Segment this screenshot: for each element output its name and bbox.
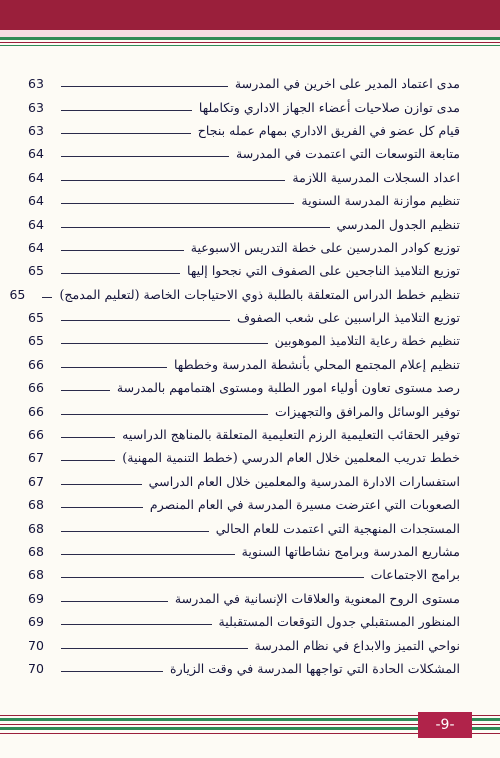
toc-entry-page: 69	[28, 614, 44, 630]
toc-entry-page: 65	[28, 310, 44, 326]
page-number-badge: -9-	[418, 712, 472, 738]
toc-entry-page: 65	[28, 333, 44, 349]
toc-entry-title: تنظيم موازنة المدرسة السنوية	[301, 193, 460, 209]
toc-entry[interactable]	[28, 236, 460, 259]
toc-leader-line	[61, 554, 235, 555]
toc-entry-page: 64	[28, 169, 44, 185]
toc-entry-title: مدى اعتماد المدير على اخرين في المدرسة	[234, 76, 460, 92]
toc-leader-line	[61, 180, 285, 181]
toc-entry[interactable]	[28, 610, 460, 633]
toc-entry-page: 66	[28, 427, 44, 443]
toc-entry-title: توزيع كوادر المدرسين على خطة التدريس الاسبوعية	[190, 239, 460, 255]
toc-entry-title: تنظيم الجدول المدرسي	[336, 216, 460, 232]
toc-entry-title: خطط تدريب المعلمين خلال العام الدرسي (خطط التنمية المهنية)	[122, 450, 460, 466]
toc-leader-line	[61, 624, 212, 625]
toc-entry-page: 66	[28, 403, 44, 419]
toc-leader-line	[61, 484, 142, 485]
toc-entry[interactable]	[28, 563, 460, 586]
toc-entry-page: 64	[28, 216, 44, 232]
toc-entry-title: توزيع التلاميذ الناجحين على الصفوف التي نجحوا إليها	[187, 263, 460, 279]
toc-entry-title: المستجدات المنهجية التي اعتمدت للعام الحالي	[215, 520, 460, 536]
toc-entry-page: 68	[28, 567, 44, 583]
toc-entry[interactable]	[28, 189, 460, 212]
toc-entry-page: 63	[28, 99, 44, 115]
toc-leader-line	[61, 343, 268, 344]
header-rule	[0, 30, 500, 37]
toc-entry[interactable]	[28, 633, 460, 656]
toc-entry[interactable]	[28, 72, 460, 95]
toc-entry[interactable]	[28, 119, 460, 142]
toc-entry-page: 68	[28, 544, 44, 559]
header-thin-rule	[0, 45, 500, 46]
toc-entry[interactable]	[28, 493, 460, 516]
toc-entry-title: تنظيم خطة رعاية التلاميذ الموهوبين	[274, 333, 460, 349]
header-thin-rule	[0, 42, 500, 43]
toc-entry-page: 67	[28, 473, 44, 489]
toc-leader-line	[61, 414, 268, 415]
toc-entry-page: 66	[28, 380, 44, 396]
toc-entry-title: استفسارات الادارة المدرسية والمعلمين خلال العام الدراسي	[148, 473, 460, 489]
toc-entry-page: 69	[28, 590, 44, 606]
toc-entry-title: توفير الوسائل والمرافق والتجهيزات	[275, 403, 460, 419]
toc-entry[interactable]	[28, 166, 460, 189]
toc-entry[interactable]	[28, 540, 460, 563]
toc-entry-title: المنظور المستقبلي جدول التوقعات المستقبلية	[218, 614, 460, 630]
toc-entry-page: 70	[28, 660, 44, 676]
toc-entry-page: 68	[28, 497, 44, 513]
toc-entry-page: 63	[28, 122, 44, 138]
toc-entry-title: مدى توازن صلاحيات أعضاء الجهاز الاداري وتكاملها	[198, 99, 460, 115]
toc-entry-title: متابعة التوسعات التي اعتمدت في المدرسة	[235, 146, 460, 162]
toc-entry-title: اعداد السجلات المدرسية اللازمة	[292, 169, 460, 185]
toc-entry-page: 65	[9, 286, 26, 302]
toc-leader-line	[61, 601, 168, 602]
toc-entry[interactable]	[28, 353, 460, 376]
toc-leader-line	[61, 577, 364, 578]
toc-entry[interactable]	[28, 399, 460, 422]
toc-entry[interactable]	[28, 212, 460, 235]
toc-entry-title: برامج الاجتماعات	[370, 567, 460, 583]
toc-entry-page: 66	[28, 356, 44, 372]
toc-leader-line	[61, 156, 229, 157]
toc-entry-page: 64	[28, 239, 44, 255]
header-band	[0, 0, 500, 30]
toc-leader-line	[61, 203, 294, 204]
toc-entry[interactable]	[28, 329, 460, 352]
toc-entry-page: 70	[28, 637, 44, 653]
toc-entry-page: 68	[28, 520, 44, 536]
toc-entry-title: الصعوبات التي اعترضت مسيرة المدرسة في العام المنصرم	[149, 497, 460, 513]
toc-leader-line	[61, 110, 192, 111]
toc-entry[interactable]	[28, 657, 460, 680]
toc-entry-title: مشاريع المدرسة وبرامج نشاطاتها السنوية	[241, 544, 460, 559]
toc-entry-title: تنظيم إعلام المجتمع المحلي بأنشطة المدرسة وخططها	[173, 356, 460, 372]
toc-leader-line	[61, 390, 110, 391]
toc-leader-line	[61, 250, 184, 251]
toc-entry-title: تنظيم خطط الدراس المتعلقة بالطلبة ذوي الاحتياجات الخاصة (لتعليم المدمج)	[59, 286, 460, 302]
toc-entry-page: 67	[28, 450, 44, 466]
toc-entry[interactable]	[28, 587, 460, 610]
toc-leader-line	[61, 507, 143, 508]
toc-entry[interactable]	[9, 283, 460, 306]
toc-leader-line	[61, 273, 180, 274]
toc-entry-title: توفير الحقائب التعليمية الرزم التعليمية المتعلقة بالمناهج الدراسيه	[122, 427, 460, 443]
toc-entry[interactable]	[28, 95, 460, 118]
toc-leader-line	[61, 671, 163, 672]
toc-entry[interactable]	[28, 259, 460, 282]
toc-entry-title: المشكلات الحادة التي تواجهها المدرسة في وقت الزيارة	[170, 660, 460, 676]
table-of-contents	[9, 72, 460, 680]
toc-leader-line	[61, 437, 115, 438]
toc-entry[interactable]	[28, 446, 460, 469]
toc-entry-title: توزيع التلاميذ الراسبين على شعب الصفوف	[236, 310, 460, 326]
toc-entry-title: نواحي التميز والابداع في نظام المدرسة	[254, 637, 460, 653]
toc-leader-line	[61, 648, 248, 649]
toc-entry[interactable]	[28, 516, 460, 539]
toc-leader-line	[61, 367, 167, 368]
toc-entry[interactable]	[28, 376, 460, 399]
toc-entry-page: 63	[28, 76, 44, 92]
toc-leader-line	[61, 133, 191, 134]
header-green-rule	[0, 37, 500, 40]
toc-leader-line	[61, 86, 228, 87]
toc-leader-line	[61, 227, 330, 228]
toc-entry[interactable]	[28, 142, 460, 165]
toc-leader-line	[42, 297, 52, 298]
toc-entry-page: 65	[28, 263, 44, 279]
toc-leader-line	[61, 320, 230, 321]
toc-leader-line	[61, 460, 115, 461]
toc-leader-line	[61, 531, 209, 532]
toc-entry-page: 64	[28, 146, 44, 162]
toc-entry-title: مستوى الروح المعنوية والعلاقات الإنسانية في المدرسة	[174, 590, 460, 606]
toc-entry[interactable]	[28, 470, 460, 493]
toc-entry-title: قيام كل عضو في الفريق الاداري بمهام عمله بنجاح	[197, 122, 460, 138]
toc-entry[interactable]	[28, 423, 460, 446]
toc-entry-title: رصد مستوى تعاون أولياء امور الطلبة ومستوى اهتمامهم بالمدرسة	[116, 380, 460, 396]
toc-entry-page: 64	[28, 193, 44, 209]
toc-entry[interactable]	[28, 306, 460, 329]
